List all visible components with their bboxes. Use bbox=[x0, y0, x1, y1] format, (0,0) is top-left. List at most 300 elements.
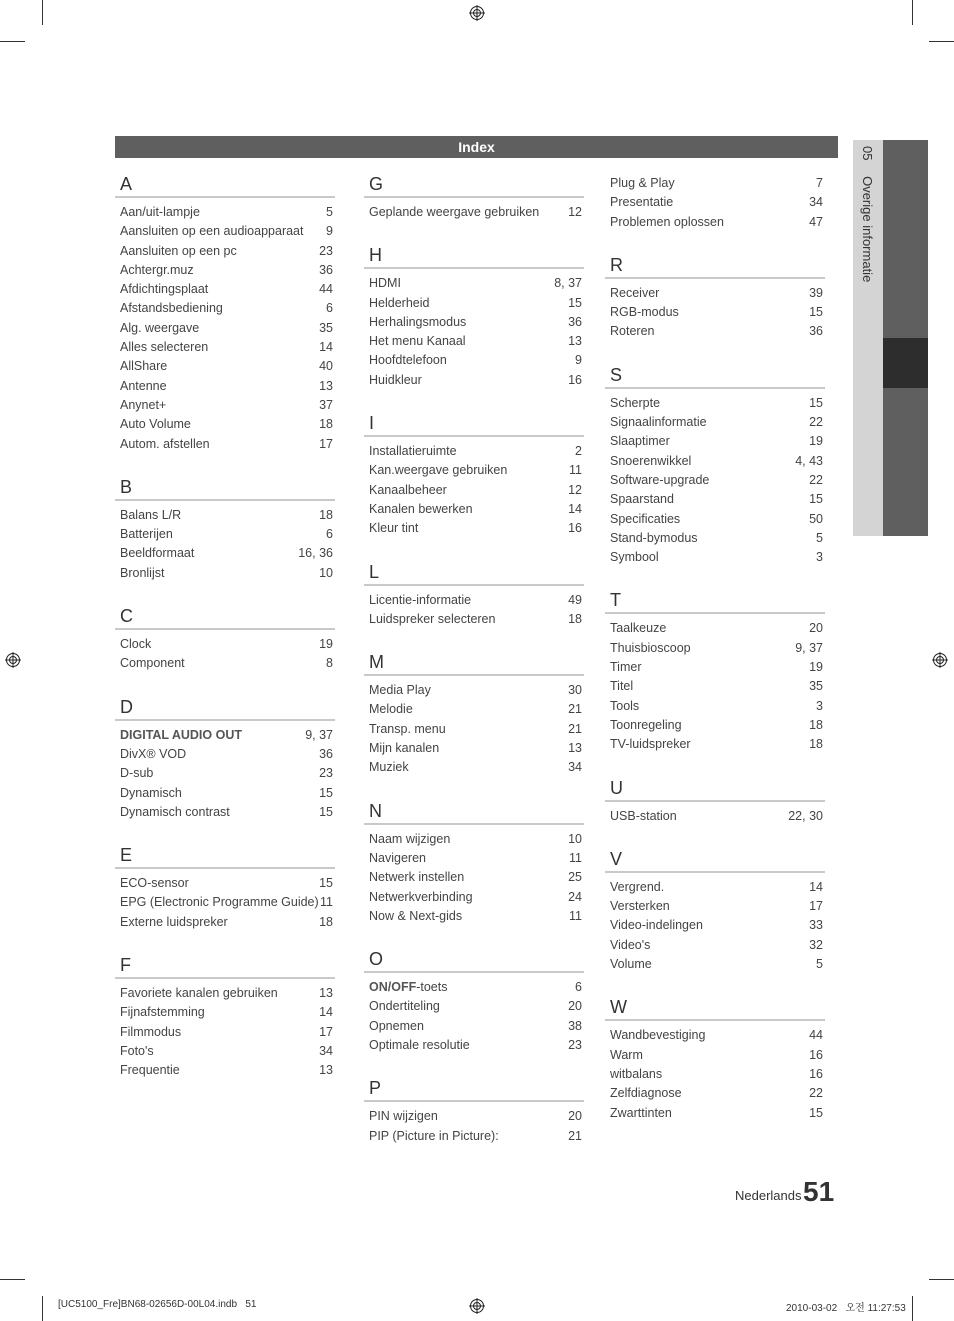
index-entry bbox=[364, 332, 584, 351]
entry-term: Aansluiten op een pc bbox=[120, 243, 237, 258]
index-section bbox=[605, 586, 825, 754]
index-entry bbox=[115, 893, 335, 912]
index-entry bbox=[364, 203, 584, 222]
index-entry bbox=[115, 525, 335, 544]
entry-term-rest: -toets bbox=[416, 980, 448, 995]
index-section bbox=[364, 170, 584, 222]
index-entry bbox=[364, 868, 584, 887]
entry-page: 9 bbox=[326, 224, 333, 239]
index-entry bbox=[605, 735, 825, 754]
entry-term: Kanalen bewerken bbox=[369, 501, 473, 516]
index-section bbox=[115, 602, 335, 674]
entry-term: Specificaties bbox=[610, 511, 681, 526]
section-letter: H bbox=[364, 241, 584, 269]
entry-page: 35 bbox=[319, 320, 333, 335]
index-section bbox=[115, 841, 335, 932]
entry-page: 34 bbox=[568, 760, 582, 775]
index-entry bbox=[115, 261, 335, 280]
entry-page: 10 bbox=[319, 565, 333, 580]
side-tab-block bbox=[883, 140, 928, 338]
index-section bbox=[364, 648, 584, 777]
entry-page: 9, 37 bbox=[795, 640, 823, 655]
index-entry bbox=[115, 654, 335, 673]
entry-page: 25 bbox=[568, 870, 582, 885]
entry-term: Thuisbioscoop bbox=[610, 640, 691, 655]
entry-term: Symbool bbox=[610, 550, 659, 565]
entry-page: 5 bbox=[816, 530, 823, 545]
entry-page: 16 bbox=[568, 372, 582, 387]
section-letter: B bbox=[115, 473, 335, 501]
index-entry bbox=[115, 435, 335, 454]
index-column-3 bbox=[605, 170, 825, 1142]
entry-term: Het menu Kanaal bbox=[369, 334, 466, 349]
entry-page: 30 bbox=[568, 683, 582, 698]
entry-page: 11 bbox=[569, 463, 582, 478]
index-entry bbox=[364, 461, 584, 480]
chapter-title: Overige informatie bbox=[860, 176, 875, 283]
entry-page: 21 bbox=[568, 721, 582, 736]
crop-mark bbox=[42, 0, 43, 25]
index-entry bbox=[115, 299, 335, 318]
entry-term: Component bbox=[120, 656, 185, 671]
index-entry bbox=[605, 471, 825, 490]
index-entry bbox=[605, 697, 825, 716]
entry-page: 23 bbox=[568, 1038, 582, 1053]
entry-term: Anynet+ bbox=[120, 397, 167, 412]
entry-term: Ondertiteling bbox=[369, 999, 440, 1014]
index-entry bbox=[115, 784, 335, 803]
index-entry bbox=[115, 357, 335, 376]
section-letter: D bbox=[115, 693, 335, 721]
index-entry bbox=[605, 193, 825, 212]
entry-term: Signaalinformatie bbox=[610, 415, 707, 430]
entry-term: Roteren bbox=[610, 324, 655, 339]
entry-term: Slaaptimer bbox=[610, 434, 670, 449]
entry-term: Hoofdtelefoon bbox=[369, 353, 447, 368]
page-number: 51 bbox=[803, 1176, 835, 1207]
index-entry bbox=[364, 739, 584, 758]
entry-page: 4, 43 bbox=[795, 453, 823, 468]
index-entry bbox=[115, 1023, 335, 1042]
index-entry bbox=[115, 984, 335, 1003]
entry-term-bold: ON/OFF bbox=[369, 980, 417, 995]
index-entry bbox=[605, 322, 825, 341]
entry-page: 18 bbox=[319, 417, 333, 432]
index-entry bbox=[364, 720, 584, 739]
entry-page: 34 bbox=[809, 195, 823, 210]
entry-page: 22, 30 bbox=[788, 808, 823, 823]
entry-page: 17 bbox=[319, 1024, 333, 1039]
index-entry bbox=[115, 1003, 335, 1022]
entry-page: 14 bbox=[319, 1005, 333, 1020]
entry-page: 11 bbox=[320, 895, 333, 910]
crop-mark bbox=[0, 1279, 25, 1280]
index-section bbox=[364, 558, 584, 630]
index-section bbox=[364, 241, 584, 390]
entry-page: 20 bbox=[568, 1109, 582, 1124]
entry-page: 49 bbox=[568, 592, 582, 607]
entry-term: Wandbevestiging bbox=[610, 1028, 706, 1043]
entry-term: Herhalingsmodus bbox=[369, 314, 467, 329]
entry-term: Plug & Play bbox=[610, 176, 675, 190]
index-entry bbox=[605, 619, 825, 638]
section-letter: O bbox=[364, 945, 584, 973]
index-entry bbox=[605, 639, 825, 658]
entry-page: 34 bbox=[319, 1043, 333, 1058]
entry-term: Timer bbox=[610, 660, 642, 675]
entry-term: Zwarttinten bbox=[610, 1105, 672, 1120]
index-section bbox=[115, 693, 335, 822]
entry-page: 39 bbox=[809, 285, 823, 300]
entry-term: Tools bbox=[610, 698, 640, 713]
registration-mark-icon bbox=[5, 652, 21, 668]
entry-term: Autom. afstellen bbox=[120, 436, 210, 451]
entry-term: Snoerenwikkel bbox=[610, 453, 692, 468]
entry-term: Media Play bbox=[369, 683, 431, 698]
entry-page: 32 bbox=[809, 937, 823, 952]
entry-page: 21 bbox=[568, 1128, 582, 1143]
index-entry bbox=[364, 1036, 584, 1055]
entry-page: 10 bbox=[568, 831, 582, 846]
index-entry bbox=[605, 432, 825, 451]
index-entry bbox=[605, 1104, 825, 1123]
index-entry bbox=[364, 351, 584, 370]
index-entry bbox=[605, 284, 825, 303]
entry-term: Afdichtingsplaat bbox=[120, 282, 209, 297]
entry-page: 17 bbox=[809, 899, 823, 914]
index-section bbox=[605, 774, 825, 826]
entry-term: PIP (Picture in Picture): bbox=[369, 1128, 499, 1143]
entry-page: 18 bbox=[809, 737, 823, 752]
entry-term: Batterijen bbox=[120, 527, 173, 542]
entry-page: 13 bbox=[319, 1063, 333, 1078]
index-entry bbox=[364, 442, 584, 461]
entry-term: Helderheid bbox=[369, 295, 430, 310]
index-entry bbox=[364, 849, 584, 868]
chapter-number: 05 bbox=[860, 146, 875, 161]
index-entry bbox=[364, 313, 584, 332]
entry-page: 12 bbox=[568, 482, 582, 497]
index-entry bbox=[115, 319, 335, 338]
entry-page: 15 bbox=[568, 295, 582, 310]
entry-term: Software-upgrade bbox=[610, 472, 710, 487]
entry-term: PIN wijzigen bbox=[369, 1109, 438, 1124]
entry-term: Versterken bbox=[610, 899, 670, 914]
entry-page: 37 bbox=[319, 397, 333, 412]
index-entry bbox=[605, 807, 825, 826]
entry-term: Video-indelingen bbox=[610, 918, 703, 933]
entry-term: Volume bbox=[610, 957, 652, 972]
index-entry bbox=[364, 907, 584, 926]
entry-term: Bronlijst bbox=[120, 565, 165, 580]
index-entry bbox=[115, 564, 335, 583]
entry-page: 44 bbox=[809, 1028, 823, 1043]
entry-term: Taalkeuze bbox=[610, 621, 667, 636]
entry-page: 7 bbox=[816, 176, 823, 190]
section-letter: E bbox=[115, 841, 335, 869]
index-entry bbox=[115, 203, 335, 222]
side-tab-active-marker bbox=[883, 338, 928, 388]
entry-term: Afstandsbediening bbox=[120, 301, 223, 316]
entry-term: witbalans bbox=[610, 1066, 663, 1081]
entry-page: 15 bbox=[809, 1105, 823, 1120]
index-section bbox=[364, 409, 584, 538]
entry-page: 40 bbox=[319, 359, 333, 374]
index-entry bbox=[115, 280, 335, 299]
index-entry bbox=[364, 888, 584, 907]
entry-page: 15 bbox=[319, 785, 333, 800]
entry-page: 16 bbox=[809, 1066, 823, 1081]
entry-page: 15 bbox=[809, 395, 823, 410]
entry-term: Scherpte bbox=[610, 395, 661, 410]
index-entry bbox=[115, 222, 335, 241]
entry-term: Naam wijzigen bbox=[369, 831, 451, 846]
section-letter: R bbox=[605, 251, 825, 279]
side-tab-label bbox=[860, 146, 875, 282]
registration-mark-icon bbox=[469, 1298, 485, 1314]
entry-page: 5 bbox=[816, 957, 823, 972]
index-entry bbox=[605, 1084, 825, 1103]
index-entry bbox=[115, 338, 335, 357]
entry-page: 18 bbox=[568, 611, 582, 626]
entry-term: Melodie bbox=[369, 702, 413, 717]
entry-term: DivX® VOD bbox=[120, 746, 187, 761]
entry-page: 47 bbox=[809, 214, 823, 229]
entry-term: Aansluiten op een audioapparaat bbox=[120, 224, 304, 239]
entry-page: 14 bbox=[568, 501, 582, 516]
entry-term: Beeldformaat bbox=[120, 546, 195, 561]
index-entry bbox=[115, 635, 335, 654]
index-entry bbox=[605, 303, 825, 322]
index-section bbox=[115, 473, 335, 583]
entry-page: 23 bbox=[319, 243, 333, 258]
entry-term: Spaarstand bbox=[610, 492, 674, 507]
section-letter: N bbox=[364, 797, 584, 825]
entry-term: Toonregeling bbox=[610, 717, 682, 732]
section-letter: F bbox=[115, 951, 335, 979]
entry-page: 21 bbox=[568, 702, 582, 717]
entry-page: 3 bbox=[816, 550, 823, 565]
index-entry bbox=[605, 936, 825, 955]
index-entry bbox=[605, 658, 825, 677]
index-entry bbox=[364, 371, 584, 390]
entry-term: EPG (Electronic Programme Guide) bbox=[120, 895, 319, 910]
entry-term: RGB-modus bbox=[610, 305, 679, 320]
entry-page: 24 bbox=[568, 889, 582, 904]
entry-page: 6 bbox=[575, 980, 582, 995]
entry-page: 33 bbox=[809, 918, 823, 933]
index-entry bbox=[364, 681, 584, 700]
entry-page: 36 bbox=[568, 314, 582, 329]
entry-page: 11 bbox=[569, 908, 582, 923]
entry-term: DIGITAL AUDIO OUT bbox=[120, 727, 242, 742]
entry-page: 8 bbox=[326, 656, 333, 671]
entry-page: 15 bbox=[319, 804, 333, 819]
index-entry bbox=[115, 913, 335, 932]
print-slug-file: [UC5100_Fre]BN68-02656D-00L04.indb 51 bbox=[58, 1299, 257, 1310]
index-entry bbox=[115, 726, 335, 745]
entry-page: 13 bbox=[319, 378, 333, 393]
entry-page: 6 bbox=[326, 301, 333, 316]
entry-page: 14 bbox=[319, 340, 333, 355]
entry-page: 22 bbox=[809, 1086, 823, 1101]
entry-term: Problemen oplossen bbox=[610, 214, 724, 229]
index-entry bbox=[605, 213, 825, 232]
entry-page: 36 bbox=[319, 262, 333, 277]
entry-page: 22 bbox=[809, 415, 823, 430]
section-letter: W bbox=[605, 993, 825, 1021]
registration-mark-icon bbox=[932, 652, 948, 668]
entry-term bbox=[369, 978, 447, 997]
crop-mark bbox=[929, 41, 954, 42]
index-section bbox=[605, 845, 825, 974]
entry-page: 36 bbox=[809, 324, 823, 339]
entry-term: TV-luidspreker bbox=[610, 737, 691, 752]
entry-term: Foto's bbox=[120, 1043, 154, 1058]
entry-term: Installatieruimte bbox=[369, 444, 457, 459]
entry-term: Licentie-informatie bbox=[369, 592, 472, 607]
entry-page: 11 bbox=[569, 850, 582, 865]
entry-term: Stand-bymodus bbox=[610, 530, 698, 545]
entry-page: 50 bbox=[809, 511, 823, 526]
index-entry bbox=[605, 916, 825, 935]
index-section bbox=[364, 945, 584, 1055]
entry-page: 16, 36 bbox=[298, 546, 333, 561]
index-entry bbox=[364, 1127, 584, 1146]
entry-page: 6 bbox=[326, 527, 333, 542]
entry-page: 15 bbox=[319, 876, 333, 891]
section-letter: C bbox=[115, 602, 335, 630]
entry-term: Alg. weergave bbox=[120, 320, 200, 335]
entry-term: Navigeren bbox=[369, 850, 426, 865]
index-entry bbox=[605, 174, 825, 193]
index-entry bbox=[115, 764, 335, 783]
section-letter: I bbox=[364, 409, 584, 437]
crop-mark bbox=[912, 1296, 913, 1321]
entry-term: Presentatie bbox=[610, 195, 674, 210]
entry-term: Now & Next-gids bbox=[369, 908, 463, 923]
entry-page: 13 bbox=[568, 334, 582, 349]
index-entry bbox=[115, 544, 335, 563]
index-entry bbox=[605, 394, 825, 413]
index-entry bbox=[364, 500, 584, 519]
entry-term: Muziek bbox=[369, 760, 409, 775]
entry-page: 38 bbox=[568, 1018, 582, 1033]
index-entry bbox=[605, 452, 825, 471]
entry-page: 12 bbox=[568, 205, 582, 219]
index-entry bbox=[605, 1026, 825, 1045]
entry-term: Clock bbox=[120, 637, 152, 652]
entry-page: 17 bbox=[319, 436, 333, 451]
entry-term: Favoriete kanalen gebruiken bbox=[120, 986, 278, 1001]
entry-term: D-sub bbox=[120, 766, 154, 781]
index-entry bbox=[605, 716, 825, 735]
index-entry bbox=[605, 1065, 825, 1084]
section-letter: U bbox=[605, 774, 825, 802]
entry-term: Zelfdiagnose bbox=[610, 1086, 682, 1101]
entry-term: Opnemen bbox=[369, 1018, 424, 1033]
index-entry bbox=[364, 1107, 584, 1126]
entry-term: Externe luidspreker bbox=[120, 914, 228, 929]
entry-term: Dynamisch contrast bbox=[120, 804, 230, 819]
entry-page: 13 bbox=[568, 741, 582, 756]
entry-term: Aan/uit-lampje bbox=[120, 205, 200, 219]
entry-term: Titel bbox=[610, 679, 634, 694]
index-entry bbox=[605, 1046, 825, 1065]
entry-term: ECO-sensor bbox=[120, 876, 189, 891]
index-entry bbox=[605, 677, 825, 696]
index-entry bbox=[605, 897, 825, 916]
index-entry bbox=[364, 830, 584, 849]
index-entry bbox=[605, 510, 825, 529]
entry-term: HDMI bbox=[369, 276, 401, 291]
index-column-1 bbox=[115, 170, 335, 1100]
index-entry bbox=[115, 396, 335, 415]
index-entry bbox=[115, 377, 335, 396]
entry-term: Frequentie bbox=[120, 1063, 180, 1078]
section-letter: V bbox=[605, 845, 825, 873]
index-section bbox=[364, 797, 584, 926]
entry-page: 8, 37 bbox=[554, 276, 582, 291]
index-entry bbox=[364, 758, 584, 777]
entry-term: Receiver bbox=[610, 285, 660, 300]
entry-page: 16 bbox=[809, 1047, 823, 1062]
section-letter: M bbox=[364, 648, 584, 676]
index-entry bbox=[364, 610, 584, 629]
section-letter: S bbox=[605, 361, 825, 389]
section-letter: T bbox=[605, 586, 825, 614]
entry-page: 15 bbox=[809, 305, 823, 320]
entry-page: 14 bbox=[809, 879, 823, 894]
entry-page: 9 bbox=[575, 353, 582, 368]
index-section bbox=[605, 174, 825, 232]
entry-term: Netwerkverbinding bbox=[369, 889, 473, 904]
entry-page: 20 bbox=[568, 999, 582, 1014]
entry-page: 9, 37 bbox=[305, 727, 333, 742]
entry-term: Alles selecteren bbox=[120, 340, 209, 355]
index-entry bbox=[605, 955, 825, 974]
entry-term: Mijn kanalen bbox=[369, 741, 440, 756]
entry-term: Kleur tint bbox=[369, 521, 419, 536]
section-letter: P bbox=[364, 1074, 584, 1102]
entry-term: Auto Volume bbox=[120, 417, 191, 432]
entry-term: Huidkleur bbox=[369, 372, 422, 387]
index-section bbox=[605, 251, 825, 342]
index-section bbox=[115, 170, 335, 454]
index-entry bbox=[364, 519, 584, 538]
registration-mark-icon bbox=[469, 5, 485, 21]
entry-page: 15 bbox=[809, 492, 823, 507]
index-entry bbox=[364, 1017, 584, 1036]
index-section bbox=[605, 993, 825, 1122]
index-entry bbox=[115, 1061, 335, 1080]
entry-page: 18 bbox=[319, 507, 333, 522]
entry-page: 19 bbox=[809, 434, 823, 449]
entry-term: Optimale resolutie bbox=[369, 1038, 470, 1053]
index-entry bbox=[364, 997, 584, 1016]
index-entry bbox=[115, 242, 335, 261]
index-entry bbox=[115, 803, 335, 822]
index-section bbox=[605, 361, 825, 568]
entry-page: 2 bbox=[575, 444, 582, 459]
page-title: Index bbox=[115, 136, 838, 158]
entry-page: 16 bbox=[568, 521, 582, 536]
entry-term: Achtergr.muz bbox=[120, 262, 194, 277]
entry-term: Filmmodus bbox=[120, 1024, 182, 1039]
index-entry bbox=[605, 529, 825, 548]
index-column-2 bbox=[364, 170, 584, 1165]
crop-mark bbox=[0, 41, 25, 42]
